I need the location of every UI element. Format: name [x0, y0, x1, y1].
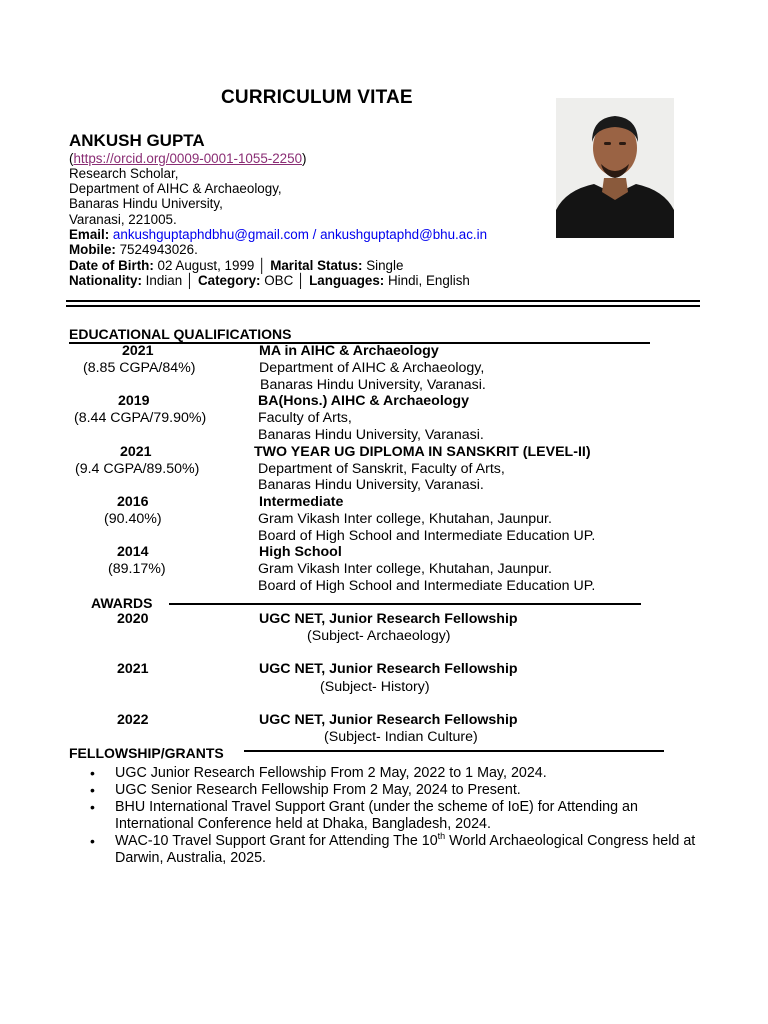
award-subject: (Subject- Archaeology) [307, 628, 451, 644]
edu-detail: Banaras Hindu University, Varanasi. [258, 477, 484, 493]
mobile-line: Mobile: 7524943026. [69, 242, 198, 257]
edu-year: 2021 [120, 444, 152, 460]
award-year: 2021 [117, 661, 149, 677]
award-title: UGC NET, Junior Research Fellowship [259, 712, 518, 728]
awards-heading-rule [169, 603, 641, 605]
address-line-1: Research Scholar, [69, 166, 179, 181]
header-divider-bottom [66, 305, 700, 307]
email-line: Email: ankushguptaphdbhu@gmail.com / ankushguptaphd@bhu.ac.in [69, 227, 488, 242]
award-year: 2022 [117, 712, 149, 728]
edu-score: (90.40%) [104, 511, 162, 527]
edu-degree: High School [259, 544, 342, 560]
candidate-name: ANKUSH GUPTA [69, 131, 205, 150]
edu-score: (8.85 CGPA/84%) [83, 360, 196, 376]
orcid-line: (https://orcid.org/0009-0001-1055-2250) [69, 151, 307, 166]
edu-year: 2019 [118, 393, 150, 409]
fellowship-item: • BHU International Travel Support Grant (under the scheme of IoE) for Attending an International Conference held at Dhaka, Bangladesh, 2024. [88, 799, 708, 833]
awards-heading: AWARDS [91, 595, 153, 611]
header-divider-top [66, 300, 700, 302]
nationality-line: Nationality: Indian │ Category: OBC │ Languages: Hindi, English [69, 273, 470, 288]
award-title: UGC NET, Junior Research Fellowship [259, 611, 518, 627]
edu-detail: Department of Sanskrit, Faculty of Arts, [258, 461, 505, 477]
address-line-3: Banaras Hindu University, [69, 196, 223, 211]
edu-detail: Gram Vikash Inter college, Khutahan, Jaunpur. [258, 561, 552, 577]
award-title: UGC NET, Junior Research Fellowship [259, 661, 518, 677]
fellowship-heading-rule [244, 750, 664, 752]
address-line-4: Varanasi, 221005. [69, 212, 177, 227]
edu-degree: Intermediate [259, 494, 344, 510]
edu-degree: MA in AIHC & Archaeology [259, 343, 439, 359]
address-line-2: Department of AIHC & Archaeology, [69, 181, 282, 196]
edu-detail: Banaras Hindu University, Varanasi. [260, 377, 486, 393]
award-subject: (Subject- Indian Culture) [324, 729, 478, 745]
edu-degree: BA(Hons.) AIHC & Archaeology [258, 393, 469, 409]
edu-year: 2021 [122, 343, 154, 359]
award-subject: (Subject- History) [320, 679, 430, 695]
edu-detail: Faculty of Arts, [258, 410, 352, 426]
edu-year: 2014 [117, 544, 149, 560]
email-link[interactable]: ankushguptaphdbhu@gmail.com / ankushguptaphd@bhu.ac.in [112, 227, 488, 242]
edu-degree: TWO YEAR UG DIPLOMA IN SANSKRIT (LEVEL-II) [254, 444, 591, 460]
fellowship-heading: FELLOWSHIP/GRANTS [69, 745, 224, 761]
portrait-illustration [556, 98, 674, 238]
edu-score: (89.17%) [108, 561, 166, 577]
award-year: 2020 [117, 611, 149, 627]
edu-score: (8.44 CGPA/79.90%) [74, 410, 207, 426]
profile-photo [556, 98, 674, 238]
education-heading: EDUCATIONAL QUALIFICATIONS [69, 326, 292, 342]
edu-detail: Gram Vikash Inter college, Khutahan, Jaunpur. [258, 511, 552, 527]
dob-line: Date of Birth: 02 August, 1999 │ Marital Status: Single [69, 258, 404, 273]
fellowship-item: • UGC Junior Research Fellowship From 2 May, 2022 to 1 May, 2024. [88, 765, 708, 782]
edu-detail: Board of High School and Intermediate Education UP. [258, 578, 596, 594]
edu-detail: Department of AIHC & Archaeology, [259, 360, 485, 376]
fellowship-list [88, 765, 708, 867]
edu-detail: Board of High School and Intermediate Education UP. [258, 528, 596, 544]
edu-score: (9.4 CGPA/89.50%) [75, 461, 200, 477]
fellowship-item: • WAC-10 Travel Support Grant for Attending The 10th World Archaeological Congress held at Darwin, Australia, 2025. [88, 833, 708, 867]
document-title: CURRICULUM VITAE [221, 87, 413, 108]
edu-detail: Banaras Hindu University, Varanasi. [258, 427, 484, 443]
orcid-link[interactable]: https://orcid.org/0009-0001-1055-2250 [73, 151, 303, 166]
fellowship-item: • UGC Senior Research Fellowship From 2 May, 2024 to Present. [88, 782, 708, 799]
edu-year: 2016 [117, 494, 149, 510]
